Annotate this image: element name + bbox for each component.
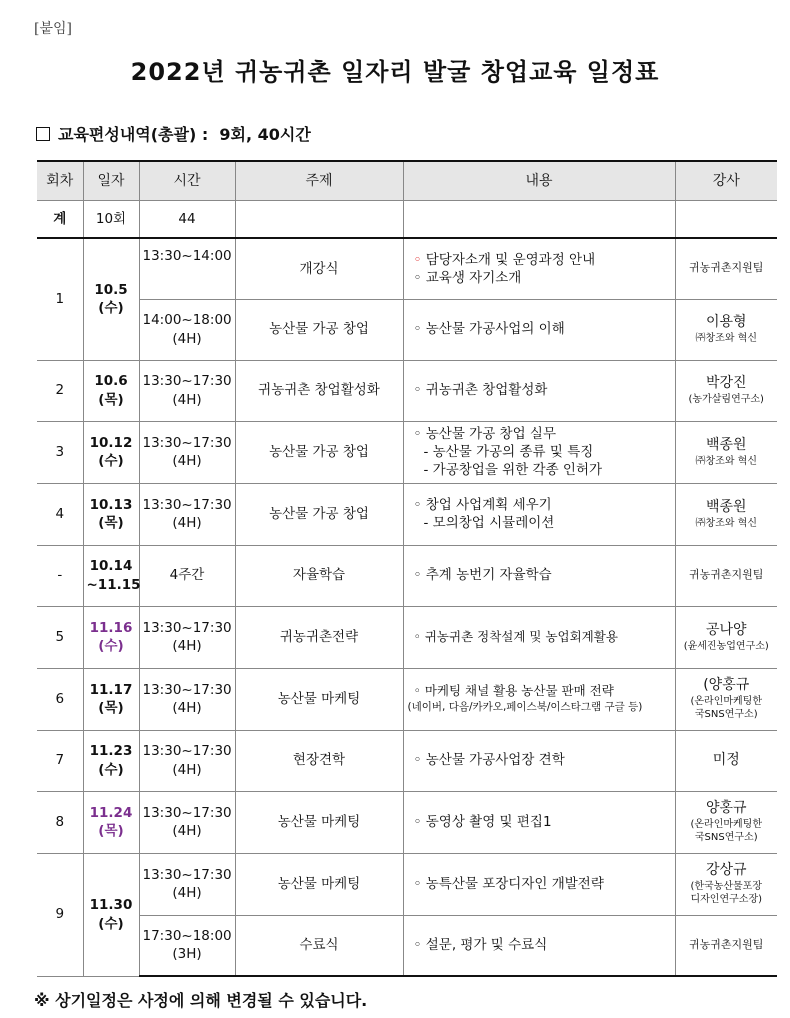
date-weekday: (목) [98, 823, 124, 839]
date-weekday: (목) [98, 700, 124, 716]
time-range: 4주간 [169, 567, 205, 584]
time-cell [139, 421, 235, 483]
instructor-cell: 귀농귀촌지원팀 [675, 238, 777, 299]
instructor-org: (농가살림연구소) [688, 394, 764, 406]
round-cell: 7 [37, 730, 83, 791]
topic-cell: 농산물 가공 창업 [235, 421, 403, 483]
content-line: - 가공창업을 위한 각종 인허가 [423, 462, 603, 479]
date-weekday: (목) [98, 515, 124, 531]
content-cell [403, 853, 675, 915]
content-line: ◦ 설문, 평가 및 수료식 [413, 937, 548, 954]
content-cell [403, 730, 675, 791]
topic-cell: 귀농귀촌전략 [235, 606, 403, 668]
time-range: 13:30~17:30 [142, 373, 232, 390]
content-cell [403, 668, 675, 730]
header-content: 내용 [403, 161, 675, 201]
time-cell [139, 606, 235, 668]
time-cell [139, 791, 235, 853]
time-hours: (4H) [172, 823, 202, 839]
time-hours: (4H) [172, 638, 202, 654]
table-row [37, 360, 777, 421]
topic-cell: 귀농귀촌 창업활성화 [235, 360, 403, 421]
total-empty [235, 201, 403, 239]
instructor-org: (온라인마케팅한 [690, 695, 763, 707]
time-hours: (4H) [172, 391, 202, 408]
topic-cell: 수료식 [235, 915, 403, 976]
instructor-cell [675, 606, 777, 668]
content-line: (네이버, 다음/카카오,페이스북/이스타그램 구글 등) [407, 701, 643, 714]
time-hours: (4H) [172, 700, 202, 716]
topic-cell: 농산물 가공 창업 [235, 483, 403, 545]
date-cell [83, 421, 139, 483]
content-line: ◦ 농산물 가공 창업 실무 [413, 425, 556, 442]
round-cell: 1 [37, 238, 83, 360]
instructor-name: 강상규 [705, 862, 747, 879]
time-range: 13:30~14:00 [142, 248, 232, 264]
instructor-org: (온라인마케팅한 [690, 818, 763, 830]
date-cell [83, 606, 139, 668]
content-line: ◦ 동영상 촬영 및 편집1 [413, 813, 552, 830]
round-cell: 2 [37, 360, 83, 421]
instructor-cell: 귀농귀촌지원팀 [675, 545, 777, 606]
content-line: ◦ 창업 사업계획 세우기 [413, 496, 552, 513]
date-day: 11.17 [89, 681, 133, 698]
date-range-end: ~11.15 [86, 576, 141, 593]
time-hours: (4H) [172, 453, 202, 469]
time-range: 13:30~17:30 [142, 434, 232, 451]
date-day: 11.30 [89, 897, 133, 914]
date-weekday: (수) [98, 300, 124, 317]
header-time: 시간 [139, 161, 235, 201]
instructor-org: 국SNS연구소) [694, 832, 758, 844]
table-header-row [37, 161, 777, 201]
total-hours: 44 [139, 201, 235, 239]
time-range: 17:30~18:00 [142, 928, 232, 945]
time-hours: (4H) [172, 761, 202, 778]
section-label: 교육편성내역(총괄) : [58, 125, 209, 144]
date-day: 10.6 [94, 373, 128, 390]
instructor-cell [675, 853, 777, 915]
round-cell: 5 [37, 606, 83, 668]
section-heading [36, 122, 311, 145]
instructor-name: 백종원 [705, 498, 747, 515]
instructor-name: 양홍규 [705, 800, 747, 817]
round-cell: 9 [37, 853, 83, 976]
time-cell [139, 299, 235, 360]
content-cell [403, 299, 675, 360]
round-cell: 8 [37, 791, 83, 853]
time-cell [139, 238, 235, 299]
topic-cell: 농산물 마케팅 [235, 853, 403, 915]
content-line: ◦ 교육생 자기소개 [413, 269, 522, 286]
time-cell [139, 915, 235, 976]
instructor-cell: 귀농귀촌지원팀 [675, 915, 777, 976]
date-weekday: (수) [98, 453, 124, 469]
schedule-table [37, 160, 777, 977]
date-day: 10.14 [89, 558, 133, 575]
topic-cell: 농산물 마케팅 [235, 668, 403, 730]
time-range: 13:30~17:30 [142, 804, 232, 821]
time-hours: (3H) [172, 946, 202, 963]
round-cell: 4 [37, 483, 83, 545]
date-day: 11.16 [89, 619, 133, 636]
topic-cell: 개강식 [235, 238, 403, 299]
round-cell: 3 [37, 421, 83, 483]
time-hours: (4H) [172, 515, 202, 531]
section-summary: 9회, 40시간 [219, 125, 311, 144]
instructor-name: 이용형 [705, 314, 747, 331]
date-day: 11.24 [89, 804, 133, 821]
total-label: 계 [37, 201, 83, 239]
instructor-name: 백종원 [705, 436, 747, 453]
content-line: ◦ 마케팅 채널 활용 농산물 판매 전략 [413, 683, 614, 699]
content-line: - 농산물 가공의 종류 및 특징 [423, 443, 594, 460]
date-cell [83, 668, 139, 730]
content-line: ◦ 담당자소개 및 운영과정 안내 [413, 251, 596, 268]
instructor-cell [675, 791, 777, 853]
instructor-org: 디자인연구소장) [690, 894, 763, 906]
content-cell [403, 421, 675, 483]
content-line: ◦ 농산물 가공사업장 견학 [413, 752, 565, 769]
content-cell [403, 360, 675, 421]
content-cell [403, 791, 675, 853]
content-cell [403, 545, 675, 606]
checkbox-square-icon [36, 127, 50, 141]
content-line: ◦ 농산물 가공사업의 이해 [413, 321, 565, 338]
date-cell [83, 483, 139, 545]
topic-cell: 농산물 가공 창업 [235, 299, 403, 360]
time-cell [139, 730, 235, 791]
instructor-cell [675, 360, 777, 421]
date-weekday: (수) [98, 761, 124, 778]
instructor-org: ㈜창조와 혁신 [695, 455, 757, 467]
table-row [37, 853, 777, 915]
table-row [37, 421, 777, 483]
time-cell [139, 668, 235, 730]
time-range: 13:30~17:30 [142, 866, 232, 883]
date-day: 11.23 [89, 743, 133, 760]
date-weekday: (수) [98, 915, 124, 932]
header-instructor: 강사 [675, 161, 777, 201]
date-cell [83, 730, 139, 791]
topic-cell: 현장견학 [235, 730, 403, 791]
date-weekday: (목) [98, 391, 124, 408]
table-row [37, 545, 777, 606]
date-cell [83, 360, 139, 421]
date-cell [83, 238, 139, 360]
footer-note: ※ 상기일정은 사정에 의해 변경될 수 있습니다. [34, 991, 368, 1010]
content-line: - 모의창업 시뮬레이션 [423, 515, 555, 531]
content-line: ◦ 귀농귀촌 창업활성화 [413, 382, 548, 399]
header-date: 일자 [83, 161, 139, 201]
table-row [37, 483, 777, 545]
time-hours: (4H) [172, 330, 202, 347]
date-cell [83, 791, 139, 853]
date-cell [83, 545, 139, 606]
instructor-name: 박강진 [705, 375, 747, 392]
time-cell [139, 545, 235, 606]
instructor-cell [675, 668, 777, 730]
instructor-cell [675, 299, 777, 360]
date-day: 10.5 [94, 282, 128, 299]
time-cell [139, 483, 235, 545]
instructor-name: (양홍규 [703, 677, 750, 694]
table-row [37, 730, 777, 791]
time-range: 13:30~17:30 [142, 681, 232, 698]
instructor-org: (한국농산물포장 [690, 880, 763, 892]
table-row [37, 299, 777, 360]
instructor-org: ㈜창조와 혁신 [695, 517, 757, 529]
total-sessions: 10회 [83, 201, 139, 239]
time-hours: (4H) [172, 885, 202, 901]
attachment-label: [붙임] [34, 21, 72, 37]
total-empty [675, 201, 777, 239]
instructor-org: 국SNS연구소) [694, 709, 758, 721]
date-cell [83, 853, 139, 976]
time-range: 13:30~17:30 [142, 496, 232, 513]
date-weekday: (수) [98, 638, 124, 654]
date-day: 10.13 [89, 496, 133, 513]
table-row [37, 238, 777, 299]
instructor-cell: 미정 [675, 730, 777, 791]
page-title: 2022년 귀농귀촌 일자리 발굴 창업교육 일정표 [130, 58, 660, 86]
instructor-cell [675, 421, 777, 483]
content-cell [403, 238, 675, 299]
round-cell: - [37, 545, 83, 606]
table-row [37, 915, 777, 976]
date-day: 10.12 [89, 434, 133, 451]
content-line: ◦ 귀농귀촌 정착설계 및 농업회계활용 [413, 628, 618, 644]
content-cell [403, 483, 675, 545]
header-topic: 주제 [235, 161, 403, 201]
total-row [37, 201, 777, 239]
round-cell: 6 [37, 668, 83, 730]
topic-cell: 자율학습 [235, 545, 403, 606]
time-range: 13:30~17:30 [142, 619, 232, 636]
time-range: 14:00~18:00 [142, 312, 232, 329]
content-cell [403, 915, 675, 976]
instructor-org: ㈜창조와 혁신 [695, 333, 757, 345]
time-range: 13:30~17:30 [142, 743, 232, 760]
time-cell [139, 853, 235, 915]
instructor-cell [675, 483, 777, 545]
table-row [37, 606, 777, 668]
total-empty [403, 201, 675, 239]
table-row [37, 791, 777, 853]
content-line: ◦ 추계 농번기 자율학습 [413, 567, 552, 584]
content-line: ◦ 농특산물 포장디자인 개발전략 [413, 875, 604, 892]
time-cell [139, 360, 235, 421]
content-cell [403, 606, 675, 668]
instructor-org: (윤세진농업연구소) [683, 640, 769, 652]
topic-cell: 농산물 마케팅 [235, 791, 403, 853]
header-round: 회차 [37, 161, 83, 201]
table-row [37, 668, 777, 730]
instructor-name: 공나양 [705, 621, 747, 638]
